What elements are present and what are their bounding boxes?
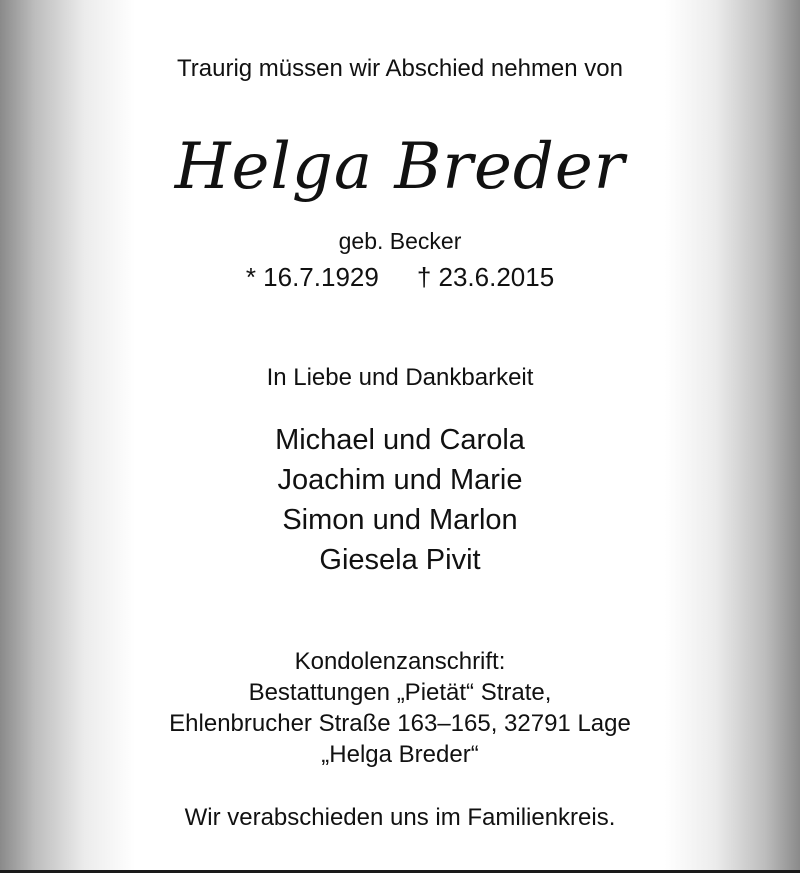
deceased-name: Helga Breder bbox=[174, 130, 626, 204]
mourners-list bbox=[0, 420, 800, 580]
condolence-line: Kondolenzanschrift: bbox=[294, 648, 506, 675]
mourner-entry: Michael und Carola bbox=[275, 424, 525, 456]
intro-text: Traurig müssen wir Abschied nehmen von bbox=[177, 55, 623, 82]
death-date: † 23.6.2015 bbox=[416, 262, 555, 292]
mourner-entry: Giesela Pivit bbox=[319, 544, 481, 576]
maiden-name: geb. Becker bbox=[338, 228, 462, 254]
life-dates bbox=[0, 262, 800, 293]
condolence-address bbox=[0, 646, 800, 770]
mourner-entry: Simon und Marlon bbox=[282, 504, 518, 536]
dedication-text: In Liebe und Dankbarkeit bbox=[266, 364, 534, 391]
condolence-line: Bestattungen „Pietät“ Strate, bbox=[248, 679, 552, 706]
closing-text: Wir verabschieden uns im Familienkreis. bbox=[184, 804, 616, 831]
birth-date: * 16.7.1929 bbox=[245, 262, 379, 292]
mourner-entry: Joachim und Marie bbox=[277, 464, 523, 496]
condolence-line: „Helga Breder“ bbox=[321, 741, 479, 768]
condolence-line: Ehlenbrucher Straße 163–165, 32791 Lage bbox=[169, 710, 631, 737]
